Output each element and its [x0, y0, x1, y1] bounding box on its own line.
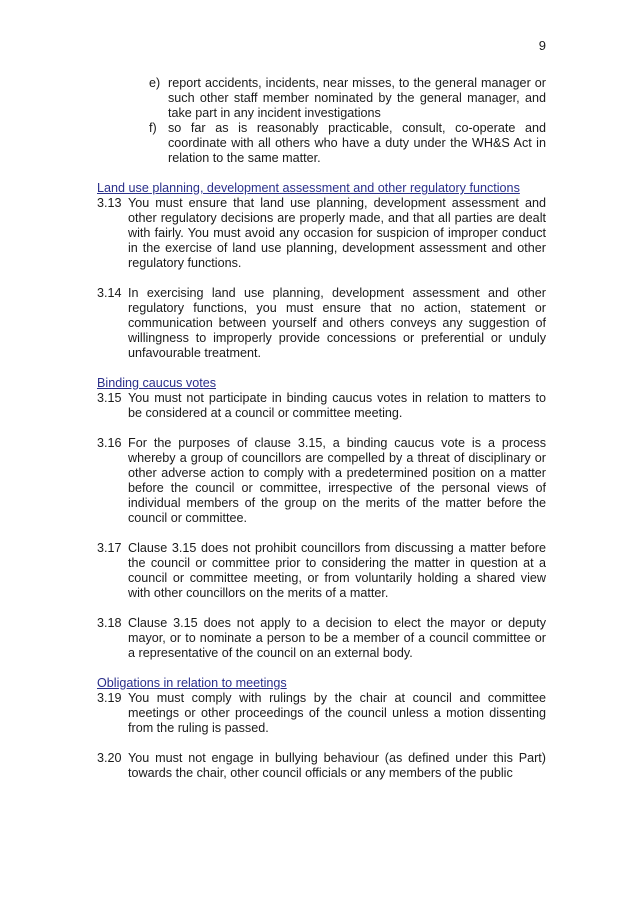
- clause-3-17: [97, 541, 546, 601]
- clause-number: 3.20: [97, 751, 122, 765]
- clause-text: You must not participate in binding caucus votes in relation to matters to be considered at a council or committee meeting.: [128, 391, 546, 420]
- list-marker: e): [149, 76, 161, 90]
- clause-3-19: [97, 691, 546, 736]
- list-marker: f): [149, 121, 157, 135]
- clause-3-16: [97, 436, 546, 526]
- clause-number: 3.17: [97, 541, 122, 555]
- clause-text: In exercising land use planning, development assessment and other regulatory functions, you must ensure that no action, statement or communication between yourself and others conveys any suggestion of willingness to improperly provide concessions or preferential or unduly unfavourable treatment.: [128, 286, 546, 360]
- clause-3-14: [97, 286, 546, 361]
- section-heading-binding-caucus: Binding caucus votes: [97, 376, 217, 390]
- clause-text: Clause 3.15 does not prohibit councillors from discussing a matter before the council or committee prior to considering the matter in question at a council or committee meeting, or from voluntarily holding a shared view with other councillors on the merits of a matter.: [128, 541, 546, 600]
- clause-3-15: [97, 391, 546, 421]
- clause-3-18: [97, 616, 546, 661]
- list-item-f: [97, 121, 546, 166]
- clause-3-13: [97, 196, 546, 271]
- clause-text: You must comply with rulings by the chair at council and committee meetings or other proceedings of the council unless a motion dissenting from the ruling is passed.: [128, 691, 546, 735]
- clause-number: 3.13: [97, 196, 122, 210]
- document-body: [97, 76, 546, 781]
- clause-text: You must ensure that land use planning, development assessment and other regulatory decisions are properly made, and that all parties are dealt with fairly. You must avoid any occasion for suspicion of improper conduct in the exercise of land use planning, development assessment and other regulatory functions.: [128, 196, 546, 270]
- clause-number: 3.19: [97, 691, 122, 705]
- clause-text: You must not engage in bullying behaviour (as defined under this Part) towards the chair, other council officials or any members of the public: [128, 751, 546, 780]
- clause-number: 3.15: [97, 391, 122, 405]
- clause-3-20: [97, 751, 546, 781]
- list-text: report accidents, incidents, near misses, to the general manager or such other staff member nominated by the general manager, and take part in any incident investigations: [168, 76, 546, 120]
- list-text: so far as is reasonably practicable, consult, co-operate and coordinate with all others who have a duty under the WH&S Act in relation to the same matter.: [168, 121, 546, 165]
- clause-number: 3.18: [97, 616, 122, 630]
- list-item-e: [97, 76, 546, 121]
- section-heading-land-use: Land use planning, development assessment and other regulatory functions: [97, 181, 520, 195]
- clause-number: 3.16: [97, 436, 122, 450]
- clause-number: 3.14: [97, 286, 122, 300]
- page-number: 9: [538, 38, 546, 53]
- clause-text: For the purposes of clause 3.15, a binding caucus vote is a process whereby a group of councillors are compelled by a threat of disciplinary or other adverse action to comply with a predetermined position on a matter before the council or committee, irrespective of the personal views of individual members of the group on the merits of the matter before the council or committee.: [128, 436, 546, 525]
- section-heading-meetings: Obligations in relation to meetings: [97, 676, 287, 690]
- clause-text: Clause 3.15 does not apply to a decision to elect the mayor or deputy mayor, or to nominate a person to be a member of a council committee or a representative of the council on an external body.: [128, 616, 546, 660]
